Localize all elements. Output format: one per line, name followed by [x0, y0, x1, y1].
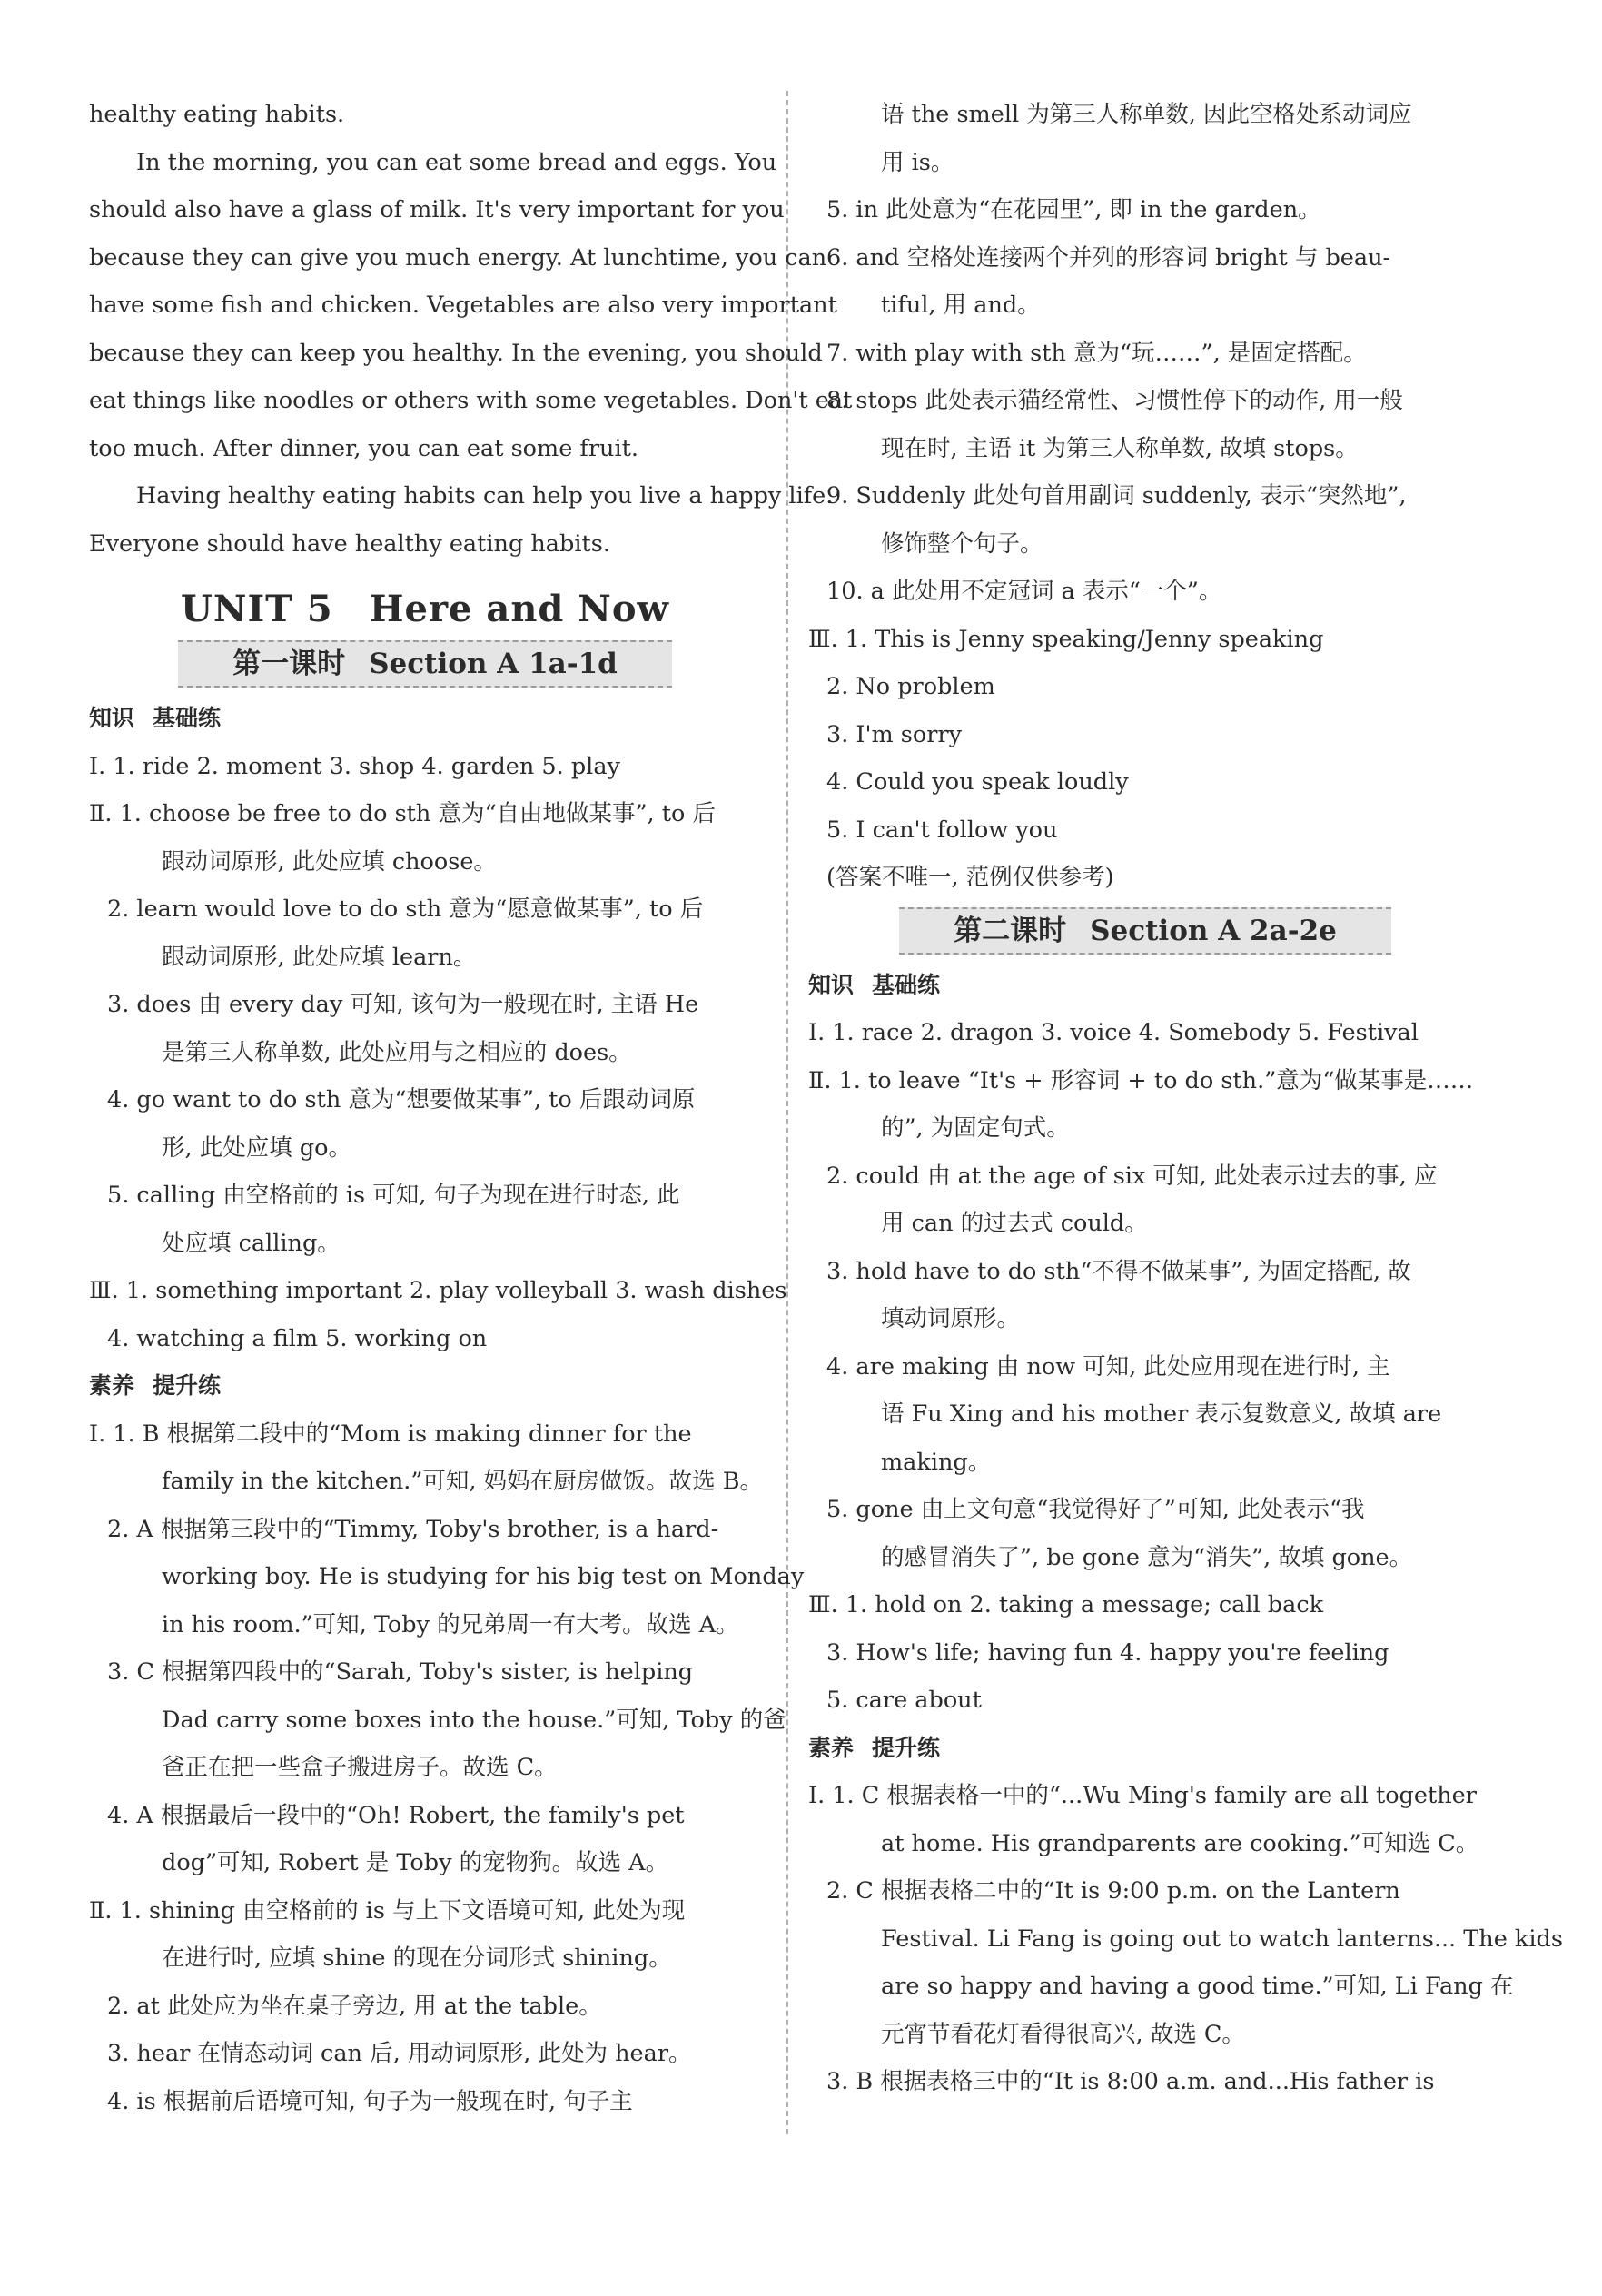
answer-line: 4. are making 由 now 可知, 此处应用现在进行时, 主 [826, 1352, 1390, 1381]
passage-line: have some fish and chicken. Vegetables are also very important [89, 292, 837, 319]
answer-line: working boy. He is studying for his big test on Monday [162, 1563, 805, 1590]
lesson-section: Section A 2a-2e [1090, 914, 1337, 947]
answer-line: 2. at 此处应为坐在桌子旁边, 用 at the table。 [107, 1992, 602, 2020]
answer-line: 6. and 空格处连接两个并列的形容词 bright 与 beau- [826, 243, 1391, 272]
answer-line: 3. does 由 every day 可知, 该句为一般现在时, 主语 He [107, 991, 699, 1018]
answer-line: 5. in 此处意为“在花园里”, 即 in the garden。 [826, 196, 1321, 223]
answer-line: 5. I can't follow you [826, 816, 1058, 844]
passage-line: too much. After dinner, you can eat some fruit. [89, 434, 638, 462]
passage-line: because they can give you much energy. At lunchtime, you can [89, 243, 827, 272]
lesson-label: 第一课时 [232, 648, 346, 680]
answer-line: are so happy and having a good time.”可知, Li Fang 在 [881, 1973, 1514, 2000]
answer-line: 用 can 的过去式 could。 [881, 1210, 1148, 1237]
answer-line: 5. calling 由空格前的 is 可知, 句子为现在进行时态, 此 [107, 1182, 680, 1209]
answer-line: dog”可知, Robert 是 Toby 的宠物狗。故选 A。 [162, 1849, 669, 1876]
answer-line: 4. go want to do sth 意为“想要做某事”, to 后跟动词原 [107, 1086, 696, 1113]
answer-line: 语 Fu Xing and his mother 表示复数意义, 故填 are [881, 1400, 1442, 1428]
passage-line: eat things like noodles or others with some vegetables. Don't eat [89, 387, 853, 414]
answer-line: at home. His grandparents are cooking.”可知选 C。 [881, 1829, 1479, 1857]
answer-line: 跟动词原形, 此处应填 choose。 [162, 847, 497, 876]
answer-line: Ⅲ. 1. hold on 2. taking a message; call back [808, 1591, 1324, 1618]
answer-line: 在进行时, 应填 shine 的现在分词形式 shining。 [162, 1945, 672, 1972]
answer-line: 3. B 根据表格三中的“It is 8:00 a.m. and...His father is [826, 2068, 1435, 2095]
category-heading: 知识 基础练 [89, 705, 222, 731]
passage-line: Everyone should have healthy eating habits. [89, 529, 610, 558]
answer-line: Ⅱ. 1. choose be free to do sth 意为“自由地做某事”, to 后 [89, 800, 716, 827]
answer-line: 4. watching a film 5. working on [107, 1324, 488, 1352]
answer-line: family in the kitchen.”可知, 妈妈在厨房做饭。故选 B。 [162, 1468, 763, 1495]
category-heading: 素养 提升练 [89, 1372, 222, 1399]
answer-line: 的感冒消失了”, be gone 意为“消失”, 故填 gone。 [881, 1543, 1413, 1571]
answer-line: Festival. Li Fang is going out to watch lanterns... The kids [881, 1925, 1563, 1953]
answer-line: 4. is 根据前后语境可知, 句子为一般现在时, 句子主 [107, 2087, 633, 2115]
right-column [808, 91, 1563, 2106]
answer-note: (答案不唯一, 范例仅供参考) [826, 864, 1114, 891]
answer-line: 2. learn would love to do sth 意为“愿意做某事”, to 后 [107, 896, 704, 923]
answer-line: 填动词原形。 [881, 1305, 1021, 1332]
answer-line: Ⅰ. 1. C 根据表格一中的“...Wu Ming's family are all together [808, 1782, 1477, 1809]
unit-title [89, 584, 761, 635]
answer-line: Ⅱ. 1. shining 由空格前的 is 与上下文语境可知, 此处为现 [89, 1896, 686, 1925]
answer-line: 4. Could you speak loudly [826, 768, 1129, 796]
answer-line: Ⅰ. 1. B 根据第二段中的“Mom is making dinner for the [89, 1420, 692, 1448]
answer-line: 现在时, 主语 it 为第三人称单数, 故填 stops。 [881, 434, 1359, 462]
answer-line: 5. gone 由上文句意“我觉得好了”可知, 此处表示“我 [826, 1496, 1365, 1523]
answer-line: 跟动词原形, 此处应填 learn。 [162, 943, 477, 971]
answer-line: 2. A 根据第三段中的“Timmy, Toby's brother, is a hard- [107, 1515, 719, 1543]
answer-line: 3. I'm sorry [826, 720, 963, 748]
answer-line: 3. How's life; having fun 4. happy you're feeling [826, 1638, 1389, 1667]
category-heading: 知识 基础练 [808, 971, 941, 998]
answer-line: 2. No problem [826, 673, 995, 700]
answer-line: 9. Suddenly 此处句首用副词 suddenly, 表示“突然地”, [826, 482, 1407, 510]
lesson-banner [899, 907, 1391, 955]
answer-line: 修饰整个句子。 [881, 529, 1043, 558]
left-column [89, 91, 853, 2125]
unit-label: UNIT 5 [181, 588, 333, 630]
answer-line: 3. hold have to do sth“不得不做某事”, 为固定搭配, 故 [826, 1257, 1411, 1285]
answer-line: in his room.”可知, Toby 的兄弟周一有大考。故选 A。 [162, 1610, 739, 1638]
answer-line: 是第三人称单数, 此处应用与之相应的 does。 [162, 1038, 632, 1066]
answer-line: 3. hear 在情态动词 can 后, 用动词原形, 此处为 hear。 [107, 2040, 692, 2067]
answer-line: 处应填 calling。 [162, 1229, 341, 1257]
answer-line: 爸正在把一些盒子搬进房子。故选 C。 [162, 1754, 558, 1781]
answer-line: tiful, 用 and。 [881, 292, 1041, 319]
answer-line: 语 the smell 为第三人称单数, 因此空格处系动词应 [881, 101, 1412, 128]
answer-line: 用 is。 [881, 148, 954, 176]
lesson-banner [178, 640, 672, 688]
answer-line: making。 [881, 1448, 992, 1476]
answer-line: 的”, 为固定句式。 [881, 1114, 1070, 1142]
passage-line: Having healthy eating habits can help you live a happy life. [136, 482, 834, 510]
answer-line: 2. C 根据表格二中的“It is 9:00 p.m. on the Lantern [826, 1877, 1400, 1905]
answer-line: Ⅱ. 1. to leave “It's + 形容词 + to do sth.”意为“做某事是…… [808, 1066, 1474, 1094]
answer-line: Ⅲ. 1. something important 2. play volleyball 3. wash dishes [89, 1277, 787, 1304]
passage-line: should also have a glass of milk. It's very important for you [89, 196, 785, 223]
lesson-section: Section A 1a-1d [369, 648, 618, 680]
passage-line: because they can keep you healthy. In the evening, you should [89, 339, 823, 367]
unit-name: Here and Now [369, 588, 669, 630]
answer-line: Ⅰ. 1. race 2. dragon 3. voice 4. Somebody 5. Festival [808, 1019, 1419, 1046]
answer-line: Ⅰ. 1. ride 2. moment 3. shop 4. garden 5. play [89, 752, 620, 780]
passage-line: In the morning, you can eat some bread and eggs. You [136, 148, 777, 176]
answer-line: 4. A 根据最后一段中的“Oh! Robert, the family's pet [107, 1801, 685, 1829]
answer-line: 7. with play with sth 意为“玩……”, 是固定搭配。 [826, 339, 1367, 367]
category-heading: 素养 提升练 [808, 1734, 941, 1761]
answer-line: 元宵节看花灯看得很高兴, 故选 C。 [881, 2020, 1245, 2048]
answer-line: 形, 此处应填 go。 [162, 1133, 351, 1162]
lesson-label: 第二课时 [954, 914, 1067, 947]
answer-line: Ⅲ. 1. This is Jenny speaking/Jenny speaking [808, 625, 1324, 653]
passage-line: healthy eating habits. [89, 101, 345, 128]
answer-line: 5. care about [826, 1687, 982, 1714]
answer-line: 3. C 根据第四段中的“Sarah, Toby's sister, is helping [107, 1658, 694, 1686]
answer-line: Dad carry some boxes into the house.”可知, Toby 的爸 [162, 1706, 786, 1734]
answer-line: 8. stops 此处表示猫经常性、习惯性停下的动作, 用一般 [826, 387, 1403, 414]
answer-line: 10. a 此处用不定冠词 a 表示“一个”。 [826, 578, 1222, 605]
answer-line: 2. could 由 at the age of six 可知, 此处表示过去的事, 应 [826, 1162, 1438, 1190]
